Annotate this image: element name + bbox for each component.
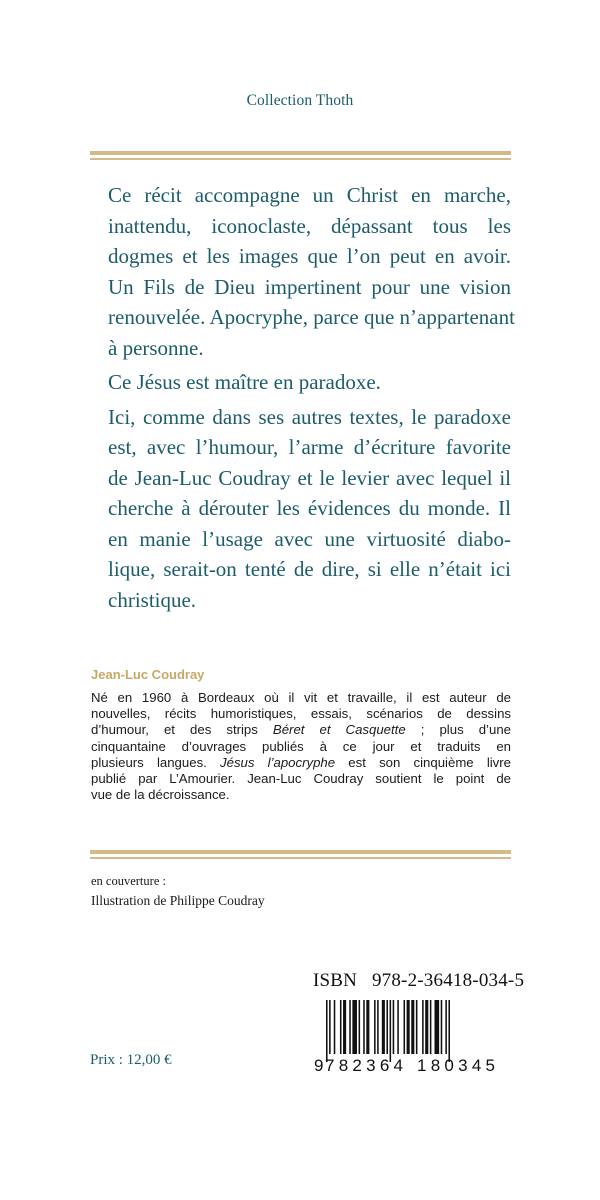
barcode-bar: [340, 1000, 342, 1054]
barcode-bar: [334, 1000, 336, 1054]
blurb-line: dogmes et les images que l’on peut en avoir.: [108, 244, 511, 268]
strip-title: Béret et Casquette: [272, 722, 406, 738]
bio-text: plusieurs langues.: [91, 754, 221, 770]
barcode-bar: [425, 1000, 428, 1054]
price-label: Prix : 12,00 €: [90, 1052, 172, 1068]
blurb-paragraph-1: [90, 180, 515, 363]
barcode-digit-lead: 9: [314, 1056, 324, 1075]
barcode-bar: [363, 1000, 365, 1054]
blurb-line: christique.: [108, 587, 197, 612]
top-divider: [90, 151, 511, 160]
bio-line: vue de la décroissance.: [91, 787, 230, 803]
barcode-bar: [393, 1000, 395, 1054]
barcode-bars: [326, 1000, 450, 1062]
blurb-line: renouvelée. Apocryphe, parce que n’appartenant: [108, 305, 515, 329]
blurb-line: Ce récit accompagne un Christ en marche,: [108, 183, 511, 207]
barcode: [314, 1000, 514, 1075]
blurb-line: en manie l’usage avec une virtuosité diabo-: [108, 526, 511, 551]
barcode-bar: [329, 1000, 331, 1054]
cover-label: en couverture :: [91, 874, 166, 888]
barcode-bar: [397, 1000, 399, 1054]
back-cover-blurb: [90, 180, 515, 619]
bio-line: [91, 755, 511, 771]
blurb-line: Un Fils de Dieu impertinent pour une vision: [108, 274, 511, 299]
barcode-bar: [326, 1000, 328, 1062]
barcode-bar: [441, 1000, 443, 1054]
blurb-paragraph-3: [90, 402, 511, 616]
isbn-number: ISBN 978-2-36418-034-5: [313, 970, 525, 991]
bottom-divider: [90, 850, 511, 859]
bio-line: nouvelles, récits humoristiques, essais, scénarios de dessins: [91, 706, 511, 722]
barcode-bar: [416, 1000, 418, 1054]
blurb-paragraph-2: [90, 367, 511, 398]
barcode-bar: [382, 1000, 385, 1054]
barcode-bar: [390, 1000, 392, 1062]
blurb-line: de Jean-Luc Coudray et le levier avec lequel il: [108, 465, 511, 490]
barcode-bar: [386, 1000, 388, 1054]
barcode-digit-group-2: 180345: [417, 1056, 495, 1075]
bio-line: [91, 722, 511, 738]
barcode-bar: [359, 1000, 361, 1054]
blurb-line: inattendu, iconoclaste, dépassant tous les: [108, 213, 511, 238]
collection-title: Collection Thoth: [246, 92, 354, 109]
barcode-bar: [445, 1000, 447, 1054]
barcode-bar: [407, 1000, 410, 1054]
barcode-digit-group-1: 782364: [325, 1056, 403, 1075]
barcode-bar: [411, 1000, 414, 1054]
barcode-bar: [430, 1000, 432, 1054]
barcode-bar: [343, 1000, 346, 1054]
blurb-line: à personne.: [108, 335, 204, 360]
blurb-line: Ce Jésus est maître en paradoxe.: [108, 370, 381, 394]
barcode-bar: [377, 1000, 379, 1054]
barcode-bar: [422, 1000, 424, 1054]
author-name: Jean-Luc Coudray: [91, 667, 205, 682]
book-title: Jésus l’apocryphe: [220, 754, 336, 770]
blurb-line: lique, serait-on tenté de dire, si elle n’était ici: [108, 557, 511, 581]
barcode-bar: [366, 1000, 369, 1054]
author-bio: [91, 690, 511, 803]
bio-text: ; plus d’une: [405, 722, 511, 738]
blurb-line: est, avec l’humour, l’arme d’écriture favorite: [108, 435, 511, 459]
barcode-bar: [352, 1000, 357, 1054]
bio-line: publié par L’Amourier. Jean-Luc Coudray soutient le point de: [91, 771, 511, 787]
barcode-bar: [404, 1000, 406, 1054]
barcode-bar: [374, 1000, 376, 1054]
blurb-line: cherche à dérouter les évidences du monde. Il: [108, 496, 511, 520]
barcode-bar: [448, 1000, 450, 1062]
bio-line: cinquantaine d’ouvrages publiés à ce jour et traduits en: [91, 738, 511, 754]
bio-text: d’humour, et des strips: [91, 722, 273, 738]
barcode-bar: [349, 1000, 351, 1054]
blurb-line: Ici, comme dans ses autres textes, le paradoxe: [108, 404, 511, 429]
cover-credit: Illustration de Philippe Coudray: [91, 893, 265, 908]
barcode-bar: [435, 1000, 440, 1054]
bio-line: Né en 1960 à Bordeaux où il vit et travaille, il est auteur de: [91, 690, 511, 705]
bio-text: est son cinquième livre: [335, 754, 511, 770]
